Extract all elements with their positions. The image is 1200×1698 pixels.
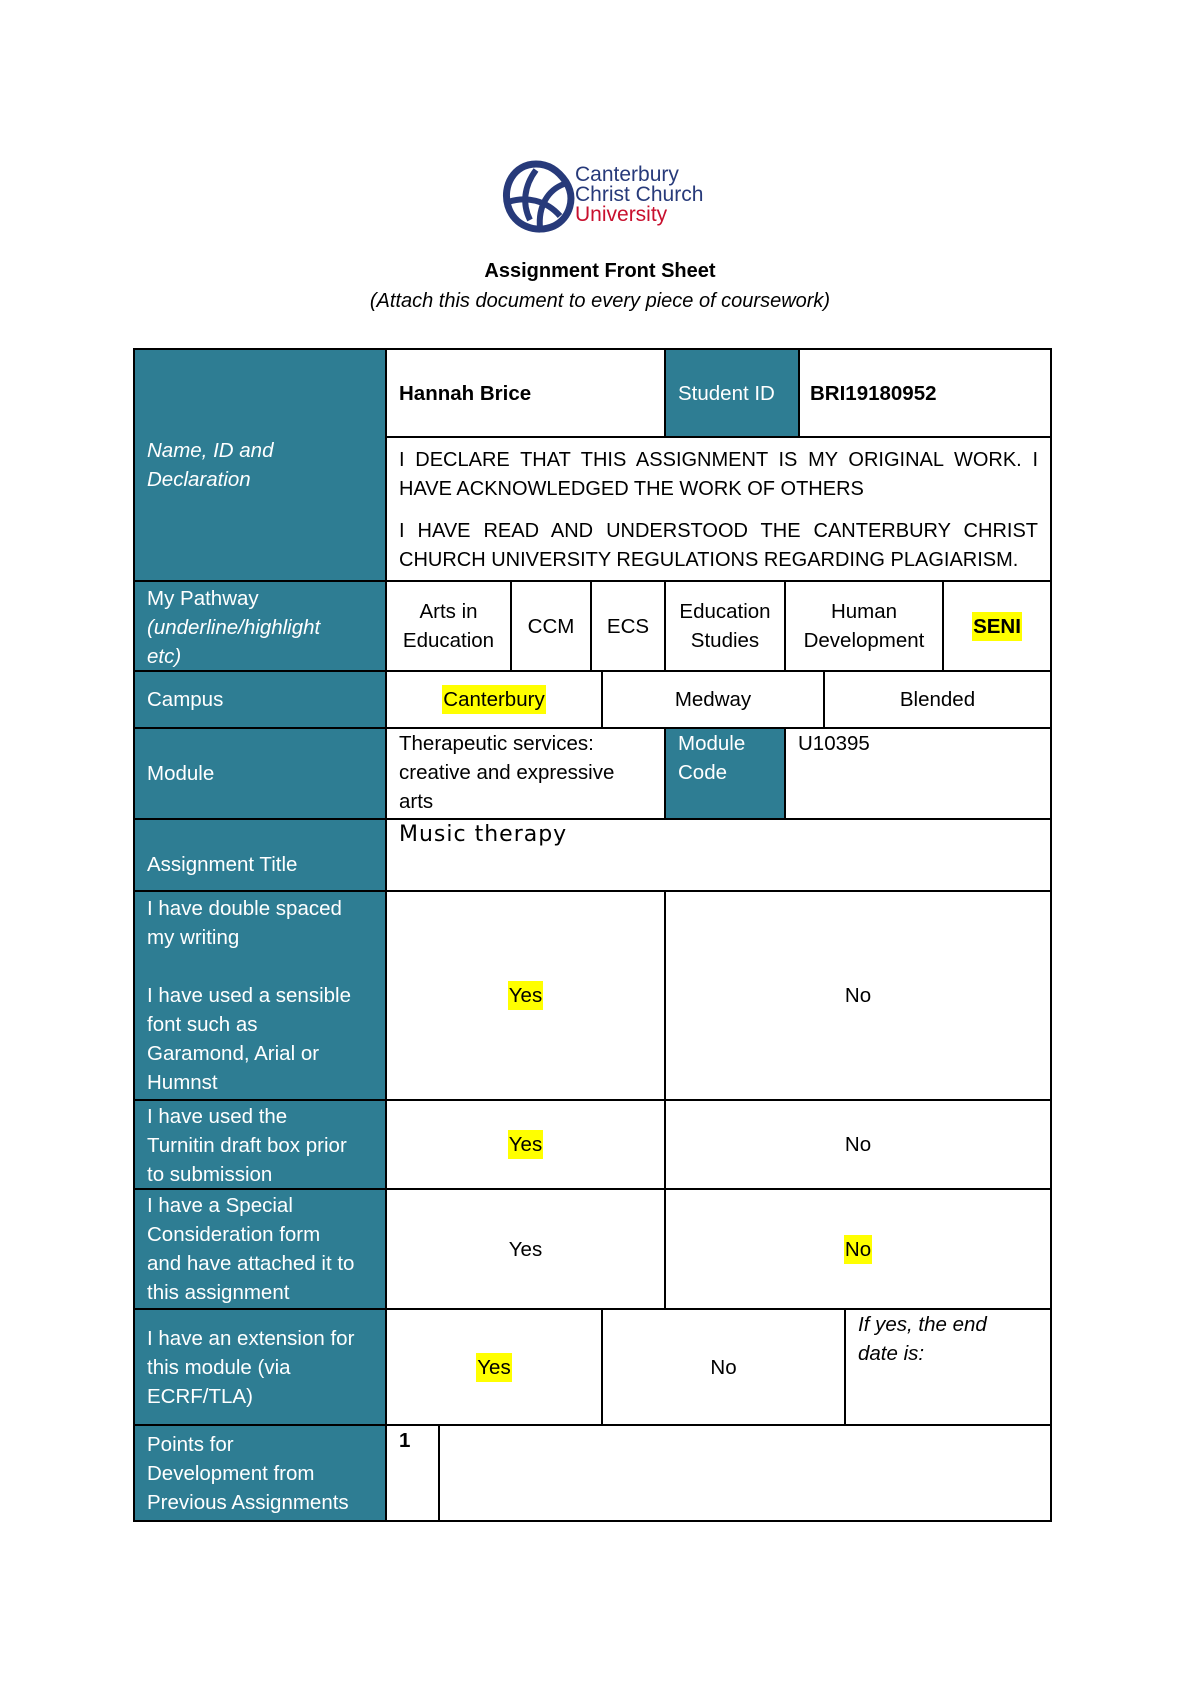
points-number-cell — [385, 1424, 440, 1522]
pathway-option-label: Arts in — [419, 600, 478, 623]
assignment-title-field[interactable] — [385, 818, 1052, 892]
pathway-option-label: Human — [830, 600, 898, 623]
student-name: Hannah Brice — [399, 381, 532, 405]
extension-end-date-field[interactable] — [844, 1308, 1052, 1426]
pathway-option-human-development[interactable] — [784, 580, 944, 672]
question-line: Turnitin draft box prior — [147, 1134, 347, 1157]
university-logo — [483, 147, 733, 247]
campus-option-blended[interactable] — [823, 670, 1052, 729]
question-line: I have used the — [147, 1105, 288, 1128]
yes-highlight: Yes — [508, 1130, 543, 1159]
pathway-option-label: Studies — [690, 629, 760, 652]
question-line: Humnst — [147, 1071, 218, 1094]
logo-line-2: Christ Church — [575, 183, 704, 206]
module-label-text: Module — [147, 762, 215, 785]
module-name-field[interactable] — [385, 727, 666, 820]
question-line: Garamond, Arial or — [147, 1042, 320, 1065]
campus-option-medway[interactable] — [601, 670, 825, 729]
extension-yes-selected[interactable] — [385, 1308, 603, 1426]
question-line: I have an extension for — [147, 1326, 355, 1350]
campus-label-text: Campus — [147, 688, 224, 711]
name-label-line-2: Declaration — [147, 468, 251, 491]
pathway-option-label: Development — [803, 629, 925, 652]
module-name-line: arts — [399, 790, 434, 813]
question-line: I have a Special — [147, 1194, 293, 1217]
student-id-field[interactable] — [798, 348, 1052, 438]
assignment-title-label-text: Assignment Title — [147, 852, 298, 876]
points-label-line: Previous Assignments — [147, 1491, 349, 1514]
question-line: font such as — [147, 1013, 258, 1036]
end-date-label: date is: — [858, 1342, 925, 1365]
no-label: No — [844, 1133, 872, 1156]
campus-option-label: Medway — [674, 688, 752, 711]
question-line: and have attached it to — [147, 1252, 355, 1275]
declaration-plagiarism: I HAVE READ AND UNDERSTOOD THE CANTERBURY CHRIST CHURCH UNIVERSITY REGULATIONS REGARDING PLAGIARISM. — [399, 520, 1038, 571]
formatting-no[interactable] — [664, 890, 1052, 1101]
logo-line-1: Canterbury — [575, 163, 679, 186]
points-label-line: Development from — [147, 1462, 315, 1485]
assignment-title: Music therapy — [399, 822, 568, 847]
pathway-option-ecs[interactable] — [590, 580, 666, 672]
name-declaration-label — [133, 348, 387, 582]
student-name-field[interactable] — [385, 348, 666, 438]
yes-highlight: Yes — [508, 981, 543, 1010]
no-highlight: No — [844, 1235, 872, 1264]
no-label: No — [844, 984, 872, 1007]
extension-no[interactable] — [601, 1308, 846, 1426]
page-subtitle: (Attach this document to every piece of coursework) — [369, 290, 831, 312]
assignment-title-label — [133, 818, 387, 892]
campus-label — [133, 670, 387, 729]
points-number: 1 — [399, 1429, 411, 1452]
yes-label: Yes — [508, 1237, 543, 1261]
question-line: ECRF/TLA) — [147, 1384, 253, 1408]
campus-option-canterbury-selected[interactable] — [385, 670, 603, 729]
special-consideration-yes[interactable] — [385, 1188, 666, 1310]
declaration-originality: I DECLARE THAT THIS ASSIGNMENT IS MY ORIGINAL WORK. I HAVE ACKNOWLEDGED THE WORK OF OTHERS — [399, 449, 1038, 500]
pathway-label — [133, 580, 387, 672]
end-date-label: If yes, the end — [858, 1313, 987, 1336]
module-code-label-line: Module — [678, 732, 746, 755]
formatting-question — [133, 890, 387, 1101]
turnitin-no[interactable] — [664, 1099, 1052, 1190]
question-line: Consideration form — [147, 1223, 321, 1246]
logo-line-3: University — [575, 203, 668, 226]
question-line: to submission — [147, 1163, 273, 1186]
yes-highlight: Yes — [476, 1353, 511, 1382]
pathway-option-label: Education — [402, 629, 495, 652]
special-consideration-question — [133, 1188, 387, 1310]
module-code-label — [664, 727, 786, 820]
pathway-option-label: Education — [679, 600, 771, 623]
points-label-line: Points for — [147, 1433, 234, 1456]
pathway-option-label: CCM — [527, 614, 575, 638]
pathway-option-arts-in-education[interactable] — [385, 580, 512, 672]
points-development-field[interactable] — [438, 1424, 1052, 1522]
pathway-label-text: My Pathway — [147, 587, 259, 610]
question-line: this module (via — [147, 1355, 291, 1379]
pathway-hint-2: etc) — [147, 645, 182, 668]
pathway-option-ccm[interactable] — [510, 580, 592, 672]
page-title: Assignment Front Sheet — [484, 260, 716, 282]
pathway-hint-1: (underline/highlight — [147, 616, 321, 639]
module-name-line: Therapeutic services: — [399, 732, 594, 755]
campus-option-label: Blended — [899, 688, 976, 711]
question-line: I have used a sensible — [147, 984, 351, 1007]
campus-selected-highlight: Canterbury — [442, 685, 545, 714]
university-crest-icon — [496, 160, 576, 236]
pathway-selected-highlight: SENI — [972, 612, 1022, 641]
module-label — [133, 727, 387, 820]
no-label: No — [710, 1355, 737, 1379]
module-code-label-line: Code — [678, 761, 728, 784]
student-id-label-text: Student ID — [678, 381, 775, 405]
formatting-yes-selected[interactable] — [385, 890, 666, 1101]
question-line: my writing — [147, 926, 240, 949]
student-id: BRI19180952 — [810, 381, 937, 405]
declaration-text — [385, 436, 1052, 582]
pathway-option-label: ECS — [606, 614, 650, 638]
student-id-label — [664, 348, 800, 438]
module-code-field[interactable] — [784, 727, 1052, 820]
module-code: U10395 — [798, 732, 870, 755]
pathway-option-education-studies[interactable] — [664, 580, 786, 672]
name-label-line-1: Name, ID and — [147, 439, 274, 462]
turnitin-question — [133, 1099, 387, 1190]
question-line: I have double spaced — [147, 897, 342, 920]
special-consideration-no-selected[interactable] — [664, 1188, 1052, 1310]
extension-question — [133, 1308, 387, 1426]
question-line: this assignment — [147, 1281, 290, 1304]
points-development-label — [133, 1424, 387, 1522]
module-name-line: creative and expressive — [399, 761, 615, 784]
turnitin-yes-selected[interactable] — [385, 1099, 666, 1190]
pathway-option-seni-selected[interactable] — [942, 580, 1052, 672]
